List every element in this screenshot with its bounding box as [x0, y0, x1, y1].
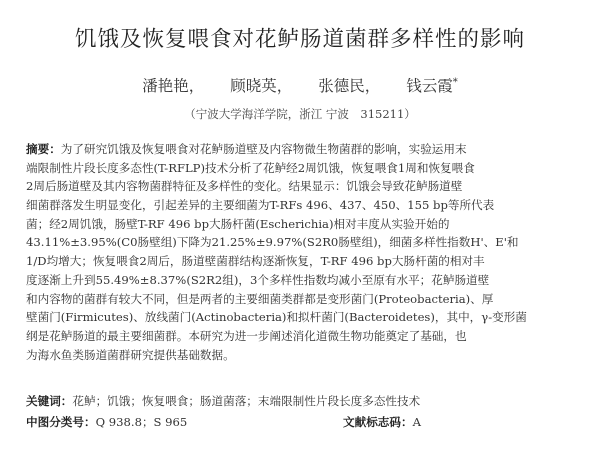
author-1-name: 潘艳艳， — [142, 77, 205, 95]
abstract-line: 2周后肠道壁及其内容物菌群特征及多样性的变化。结果显示：饥饿会导致花鲈肠道壁 — [26, 179, 463, 194]
author-3 — [318, 74, 380, 96]
abstract-line: 菌；经2周饥饿，肠壁T-RF 496 bp大肠杆菌(Escherichia)相对丰度从实验开始的 — [26, 216, 450, 231]
author-2-name: 顾晓英， — [230, 77, 293, 95]
abstract-line — [26, 140, 577, 159]
abstract-line-text: 为了研究饥饿及恢复喂食对花鲈肠道壁及内容物微生物菌群的影响，实验运用末 — [60, 142, 467, 156]
keywords-text: 花鲈；饥饿；恢复喂食；肠道菌落；末端限制性片段长度多态性技术 — [72, 394, 421, 408]
author-3-name: 张德民， — [318, 77, 381, 95]
keywords-label: 关键词： — [26, 394, 73, 408]
author-1 — [142, 74, 204, 96]
paper-title: 饥饿及恢复喂食对花鲈肠道菌群多样性的影响 — [74, 27, 525, 52]
author-4 — [406, 74, 458, 96]
author-4-name: 钱云霞 — [406, 77, 453, 95]
abstract-label: 摘要： — [26, 142, 61, 156]
clc-label: 中图分类号： — [26, 415, 96, 429]
clc-value: Q 938.8；S 965 — [95, 415, 188, 429]
abstract-line: 度逐渐上升到55.49%±8.37%(S2R2组)，3个多样性指数均减小至原有水平；花鲈肠道壁 — [26, 272, 490, 287]
abstract-line: 壁菌门(Firmicutes)、放线菌门(Actinobacteria)和拟杆菌门(Bacteroidetes)，其中，γ-变形菌 — [26, 310, 527, 325]
author-2 — [230, 74, 292, 96]
author-list — [0, 74, 600, 96]
document-code — [343, 414, 421, 430]
abstract-line: 和内容物的菌群有较大不同，但是两者的主要细菌类群都是变形菌门(Proteobacteria)、厚 — [26, 291, 494, 306]
doc-code-label: 文献标志码： — [343, 415, 413, 429]
classification-line — [26, 414, 577, 430]
abstract-line: 为海水鱼类肠道菌群研究提供基础数据。 — [26, 347, 235, 362]
abstract — [26, 140, 577, 364]
abstract-line: 纲是花鲈肠道的最主要细菌群。本研究为进一步阐述消化道微生物功能奠定了基础，也 — [26, 328, 467, 343]
abstract-line: 43.11%±3.95%(C0肠壁组)下降为21.25%±9.97%(S2R0肠壁组)，细菌多样性指数H'、E'和 — [26, 235, 519, 250]
affiliation: （宁波大学海洋学院，浙江 宁波 315211） — [184, 107, 416, 121]
corresponding-author-mark: * — [452, 76, 458, 88]
keywords — [26, 393, 577, 409]
abstract-line: 细菌群落发生明显变化，引起差异的主要细菌为T-RFs 496、437、450、155 bp等所代表 — [26, 198, 495, 213]
abstract-line: 1/D均增大；恢复喂食2周后，肠道壁菌群结构逐渐恢复，T-RF 496 bp大肠杆菌的相对丰 — [26, 254, 485, 269]
doc-code-value: A — [412, 415, 421, 429]
abstract-line: 端限制性片段长度多态性(T-RFLP)技术分析了花鲈经2周饥饿，恢复喂食1周和恢复喂食 — [26, 160, 475, 175]
